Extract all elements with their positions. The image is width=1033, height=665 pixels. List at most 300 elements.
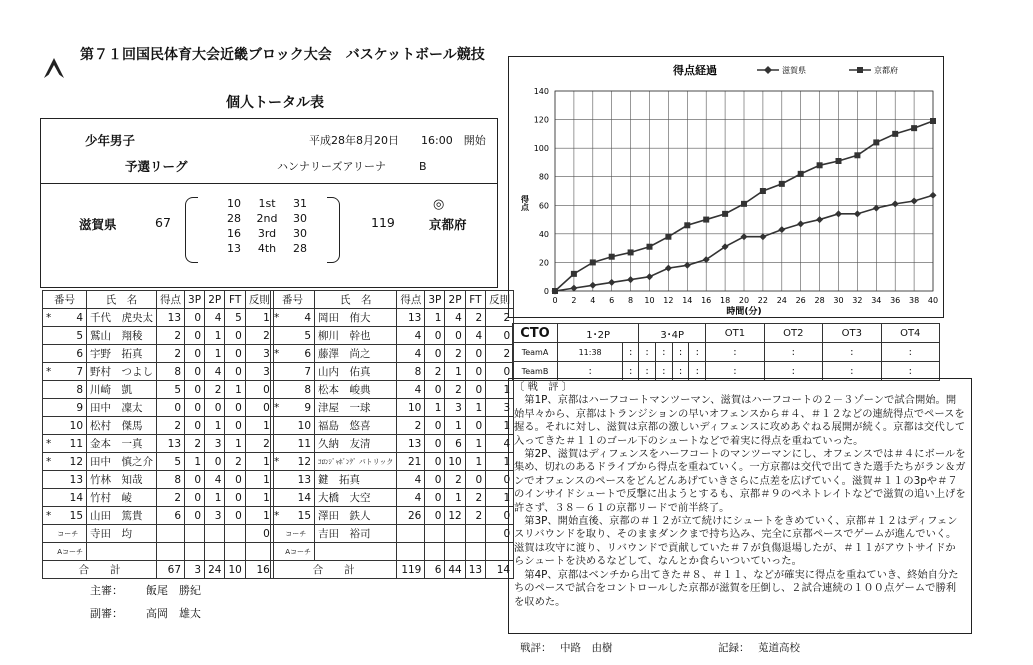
- writer-name: 中路 由樹: [560, 642, 613, 654]
- total-2p: 44: [445, 561, 465, 579]
- player-3p: 0: [425, 507, 445, 525]
- cto-cell: :: [881, 362, 940, 381]
- player-ft: 2: [465, 309, 485, 327]
- data-point: [854, 210, 861, 217]
- player-number: 14: [282, 489, 314, 507]
- player-2p: [205, 525, 225, 543]
- player-2p: 3: [205, 507, 225, 525]
- player-ft: 2: [225, 453, 245, 471]
- player-row: [271, 471, 514, 489]
- cto-cell: :: [823, 362, 881, 381]
- player-row: [271, 525, 514, 543]
- recorder-name: 莵道高校: [758, 642, 800, 654]
- player-number: 7: [54, 363, 86, 381]
- player-ft: 0: [225, 363, 245, 381]
- player-3p: 0: [185, 345, 205, 363]
- player-ft: 0: [225, 399, 245, 417]
- player-3p: 0: [425, 489, 445, 507]
- player-points: 4: [397, 327, 425, 345]
- team-b-name: 京都府: [429, 217, 467, 232]
- player-row: [43, 363, 274, 381]
- player-points: 26: [397, 507, 425, 525]
- player-3p: 0: [185, 489, 205, 507]
- player-number: 13: [54, 471, 86, 489]
- player-3p: 0: [425, 381, 445, 399]
- data-point: [703, 217, 709, 223]
- player-ft: [225, 525, 245, 543]
- player-row: [271, 345, 514, 363]
- cto-col-ot4: OT4: [881, 324, 940, 343]
- legend-label: 京都府: [874, 66, 898, 75]
- x-tick-label: 4: [590, 296, 596, 305]
- starter-mark: [43, 327, 55, 345]
- starter-mark: *: [43, 453, 55, 471]
- player-row: [43, 543, 274, 561]
- total-points: 119: [397, 561, 425, 579]
- data-point: [816, 216, 823, 223]
- data-point: [873, 205, 880, 212]
- cto-cell: :: [764, 362, 822, 381]
- player-fouls: 3: [486, 399, 514, 417]
- player-3p: 0: [425, 327, 445, 345]
- cto-row-team-a: [513, 343, 940, 362]
- player-3p: [425, 525, 445, 543]
- player-fouls: 0: [245, 399, 273, 417]
- player-ft: 0: [465, 381, 485, 399]
- referee-name: 飯尾 勝紀: [146, 584, 201, 597]
- player-points: [157, 543, 185, 561]
- total-ft: 10: [225, 561, 245, 579]
- y-tick-label: 20: [538, 258, 549, 268]
- starter-mark: [271, 489, 283, 507]
- starter-mark: *: [43, 363, 55, 381]
- player-3p: 0: [185, 363, 205, 381]
- player-points: 4: [397, 489, 425, 507]
- player-row: [43, 399, 274, 417]
- total-label: 合 計: [43, 561, 157, 579]
- player-row: [271, 543, 514, 561]
- y-tick-label: 140: [533, 87, 549, 96]
- data-point: [930, 192, 937, 199]
- player-name: 竹林 知哉: [87, 471, 157, 489]
- player-number: 8: [282, 381, 314, 399]
- period-row: 28 2nd 30: [227, 212, 307, 225]
- data-point: [609, 254, 615, 260]
- starter-mark: [43, 399, 55, 417]
- cto-cell: :: [655, 343, 672, 362]
- data-point: [665, 234, 671, 240]
- player-name: 津屋 一球: [315, 399, 397, 417]
- starter-mark: [271, 525, 283, 543]
- starter-mark: [271, 417, 283, 435]
- col-number: 番号: [43, 291, 87, 309]
- player-number: 5: [282, 327, 314, 345]
- player-fouls: 2: [245, 327, 273, 345]
- starter-mark: [271, 435, 283, 453]
- player-3p: 0: [425, 345, 445, 363]
- player-2p: 3: [445, 399, 465, 417]
- starter-mark: [43, 417, 55, 435]
- player-points: 5: [157, 381, 185, 399]
- player-name: 松村 傑馬: [87, 417, 157, 435]
- x-tick-label: 12: [663, 296, 674, 305]
- player-number: 8: [54, 381, 86, 399]
- player-fouls: 2: [486, 345, 514, 363]
- player-points: 2: [157, 327, 185, 345]
- player-number: 4: [282, 309, 314, 327]
- player-points: 4: [397, 381, 425, 399]
- player-3p: 0: [425, 417, 445, 435]
- game-review-box: [508, 378, 972, 634]
- data-point: [589, 282, 596, 289]
- data-point: [759, 233, 766, 240]
- col-number: 番号: [271, 291, 315, 309]
- player-number: コーチ: [282, 525, 314, 543]
- data-point: [665, 265, 672, 272]
- y-tick-label: 0: [543, 287, 549, 296]
- period-row: 10 1st 31: [227, 197, 307, 210]
- umpire-label: 副審：: [90, 607, 123, 620]
- x-tick-label: 18: [720, 296, 731, 305]
- data-point: [797, 220, 804, 227]
- review-title: 〔 戦 評 〕: [514, 381, 573, 393]
- y-tick-label: 120: [533, 115, 549, 125]
- player-row: [43, 471, 274, 489]
- player-fouls: 1: [486, 453, 514, 471]
- player-row: [271, 327, 514, 345]
- player-2p: 6: [445, 435, 465, 453]
- total-3p: 6: [425, 561, 445, 579]
- player-name: [87, 543, 157, 561]
- cto-col-34p: 3･4P: [639, 324, 706, 343]
- x-tick-label: 36: [890, 296, 901, 305]
- player-ft: 0: [465, 363, 485, 381]
- player-fouls: 1: [245, 489, 273, 507]
- winner-mark: ◎: [433, 197, 445, 212]
- player-2p: 0: [445, 327, 465, 345]
- player-fouls: 1: [486, 417, 514, 435]
- player-2p: 0: [205, 399, 225, 417]
- starter-mark: *: [271, 507, 283, 525]
- player-ft: 1: [465, 435, 485, 453]
- legend-label: 滋賀県: [782, 66, 806, 75]
- player-fouls: 3: [245, 363, 273, 381]
- data-point: [892, 131, 898, 137]
- player-row: [43, 327, 274, 345]
- player-name: 鷲山 翔稜: [87, 327, 157, 345]
- player-3p: 0: [425, 471, 445, 489]
- starter-mark: [43, 345, 55, 363]
- player-row: [271, 399, 514, 417]
- player-points: 10: [397, 399, 425, 417]
- cto-cell: :: [689, 343, 706, 362]
- player-row: [271, 435, 514, 453]
- total-fouls: 14: [486, 561, 514, 579]
- player-points: 2: [157, 489, 185, 507]
- player-points: 13: [157, 435, 185, 453]
- player-points: [397, 525, 425, 543]
- data-point: [778, 226, 785, 233]
- player-name: 田中 凜太: [87, 399, 157, 417]
- col-2p: 2P: [445, 291, 465, 309]
- player-number: 12: [54, 453, 86, 471]
- player-number: 6: [282, 345, 314, 363]
- player-name: ｺﾛﾝｼﾞｬﾎﾞﾝｸﾞ パトリック: [315, 453, 397, 471]
- total-row: [271, 561, 514, 579]
- cto-cell: :: [623, 343, 639, 362]
- data-point: [552, 288, 558, 294]
- starter-mark: [271, 381, 283, 399]
- player-name: 久納 友清: [315, 435, 397, 453]
- col-points: 得点: [397, 291, 425, 309]
- player-row: [43, 453, 274, 471]
- data-point: [571, 271, 577, 277]
- player-fouls: 1: [245, 453, 273, 471]
- cto-cell: :: [881, 343, 940, 362]
- player-2p: 1: [445, 417, 465, 435]
- player-number: 10: [54, 417, 86, 435]
- player-3p: 0: [425, 435, 445, 453]
- col-fouls: 反則: [245, 291, 273, 309]
- player-3p: 0: [425, 453, 445, 471]
- cto-cell: :: [706, 343, 764, 362]
- player-ft: 0: [225, 327, 245, 345]
- player-row: [43, 381, 274, 399]
- total-3p: 3: [185, 561, 205, 579]
- player-2p: 2: [445, 471, 465, 489]
- data-point: [741, 233, 748, 240]
- player-fouls: 1: [486, 381, 514, 399]
- score-progress-chart: [508, 56, 944, 318]
- starter-mark: *: [271, 453, 283, 471]
- player-name: 千代 虎央太: [87, 309, 157, 327]
- cto-cell: :: [689, 362, 706, 381]
- player-name: 竹村 崚: [87, 489, 157, 507]
- player-fouls: 0: [486, 363, 514, 381]
- player-2p: 12: [445, 507, 465, 525]
- data-point: [570, 285, 577, 292]
- cto-cell: :: [623, 362, 639, 381]
- player-3p: 0: [185, 507, 205, 525]
- player-points: 2: [157, 417, 185, 435]
- starter-mark: *: [43, 435, 55, 453]
- player-points: [157, 525, 185, 543]
- review-paragraph: 第3P、開始直後、京都の＃１２が立て続けにシュートをきめていく、京都＃１２はディフェンスリバウンドを取り、そのままダンクまで持ち込み、完全に京都ペースでゲームが進んでいく。滋賀は攻守に渡り、リバウンドで貢献していた＃７が負傷退場したが、＃１１がアウトサイドからシュートを決めるなどして、なんとか食らいついていった。: [514, 515, 958, 568]
- player-number: 15: [282, 507, 314, 525]
- cto-cell: :: [706, 362, 764, 381]
- player-fouls: 0: [486, 327, 514, 345]
- total-points: 67: [157, 561, 185, 579]
- player-ft: [225, 543, 245, 561]
- player-3p: 0: [185, 381, 205, 399]
- x-tick-label: 30: [833, 296, 844, 305]
- starter-mark: [43, 525, 55, 543]
- player-row: [43, 345, 274, 363]
- team-a-stats-table: [42, 290, 274, 579]
- x-tick-label: 28: [814, 296, 825, 305]
- player-3p: 2: [425, 363, 445, 381]
- player-name: 川崎 凱: [87, 381, 157, 399]
- player-2p: [445, 525, 465, 543]
- col-points: 得点: [157, 291, 185, 309]
- player-fouls: 0: [486, 525, 514, 543]
- starter-mark: [271, 471, 283, 489]
- player-points: 0: [157, 399, 185, 417]
- player-2p: 1: [205, 489, 225, 507]
- period-row: 13 4th 28: [227, 242, 307, 255]
- data-point: [892, 200, 899, 207]
- player-3p: [185, 525, 205, 543]
- x-tick-label: 20: [738, 296, 750, 305]
- player-name: [315, 543, 397, 561]
- data-point: [817, 162, 823, 168]
- data-point: [835, 210, 842, 217]
- player-points: 4: [397, 345, 425, 363]
- player-3p: [185, 543, 205, 561]
- player-ft: 1: [465, 453, 485, 471]
- player-2p: 1: [205, 417, 225, 435]
- player-row: [271, 381, 514, 399]
- data-point: [779, 181, 785, 187]
- player-ft: 0: [225, 507, 245, 525]
- cto-cell: :: [672, 343, 689, 362]
- stats-header-row: [271, 291, 514, 309]
- date-time: 平成28年8月20日 16:00 開始: [309, 134, 486, 147]
- x-tick-label: 38: [909, 296, 920, 305]
- cto-col-12p: 1･2P: [558, 324, 639, 343]
- starter-mark: *: [43, 507, 55, 525]
- col-3p: 3P: [185, 291, 205, 309]
- player-number: 11: [282, 435, 314, 453]
- cto-title: CTO: [513, 324, 558, 343]
- umpire-name: 高岡 雄太: [146, 607, 201, 620]
- player-2p: 4: [205, 363, 225, 381]
- player-row: [43, 417, 274, 435]
- category: 少年男子: [85, 133, 136, 148]
- cto-cell: :: [558, 362, 623, 381]
- player-row: [271, 489, 514, 507]
- player-name: 吉田 裕司: [315, 525, 397, 543]
- cto-cell: :: [655, 362, 672, 381]
- player-2p: [445, 543, 465, 561]
- legend-marker: [764, 66, 772, 74]
- player-name: 山田 篤貴: [87, 507, 157, 525]
- cto-cell: :: [764, 343, 822, 362]
- cto-table: [512, 323, 940, 381]
- player-name: 松本 峻典: [315, 381, 397, 399]
- player-number: Aコーチ: [54, 543, 86, 561]
- player-row: [271, 417, 514, 435]
- stats-header-row: [43, 291, 274, 309]
- x-tick-label: 10: [644, 296, 655, 305]
- player-ft: 2: [465, 489, 485, 507]
- cto-col-ot1: OT1: [706, 324, 764, 343]
- data-point: [684, 222, 690, 228]
- recorder-label: 記録：: [718, 642, 750, 654]
- x-axis-label: 時間(分): [726, 307, 762, 317]
- review-paragraph: 第1P、京都はハーフコートマンツーマン、滋賀はハーフコートの２－３ゾーンで試合開始。開始早々から、京都はトランジションの早いオフェンスから＃４、＃１２などの連続得点でペースを握る。それに対し、滋賀は京都の激しいディフェンスに攻めあぐねる展開が続く。京都は交代して入ってきた＃１１のゴール下のシュートなどで着実に得点を重ねていった。: [514, 394, 966, 447]
- player-fouls: 2: [486, 309, 514, 327]
- data-point: [590, 259, 596, 265]
- data-point: [741, 201, 747, 207]
- page-subtitle: 個人トータル表: [226, 95, 324, 111]
- data-point: [608, 279, 615, 286]
- player-number: 15: [54, 507, 86, 525]
- writer-label: 戦評：: [520, 642, 552, 654]
- x-tick-label: 8: [628, 296, 634, 305]
- player-row: [43, 507, 274, 525]
- cto-row-label: TeamA: [513, 343, 558, 362]
- player-2p: 3: [205, 435, 225, 453]
- player-points: 5: [157, 453, 185, 471]
- player-2p: 4: [205, 471, 225, 489]
- x-tick-label: 26: [795, 296, 806, 305]
- starter-mark: [43, 471, 55, 489]
- cto-row-label: TeamB: [513, 362, 558, 381]
- player-name: 宇野 拓真: [87, 345, 157, 363]
- player-2p: 2: [445, 381, 465, 399]
- col-fouls: 反則: [486, 291, 514, 309]
- player-name: 野村 つよし: [87, 363, 157, 381]
- total-row: [43, 561, 274, 579]
- player-2p: 2: [445, 345, 465, 363]
- data-point: [760, 188, 766, 194]
- player-fouls: 1: [245, 417, 273, 435]
- player-name: 寺田 均: [87, 525, 157, 543]
- player-ft: 0: [225, 417, 245, 435]
- player-3p: 0: [185, 309, 205, 327]
- starter-mark: [43, 489, 55, 507]
- player-2p: 1: [205, 345, 225, 363]
- starter-mark: [271, 327, 283, 345]
- player-fouls: 1: [245, 309, 273, 327]
- cto-cell: :: [639, 362, 656, 381]
- data-point: [647, 244, 653, 250]
- starter-mark: *: [271, 345, 283, 363]
- player-points: 13: [397, 435, 425, 453]
- player-name: 金本 一真: [87, 435, 157, 453]
- chart-svg: [509, 57, 943, 317]
- x-tick-label: 22: [757, 296, 768, 305]
- player-number: 9: [282, 399, 314, 417]
- player-fouls: 1: [245, 507, 273, 525]
- player-fouls: 2: [245, 435, 273, 453]
- player-name: 田中 慎之介: [87, 453, 157, 471]
- player-row: [271, 507, 514, 525]
- player-3p: 2: [185, 435, 205, 453]
- period-row: 16 3rd 30: [227, 227, 307, 240]
- cto-cell: :: [672, 362, 689, 381]
- player-points: 13: [397, 309, 425, 327]
- starter-mark: [43, 543, 55, 561]
- cto-cell: :: [639, 343, 656, 362]
- starter-mark: *: [271, 399, 283, 417]
- player-ft: 0: [225, 345, 245, 363]
- data-point: [930, 118, 936, 124]
- tournament-logo-icon: [42, 56, 66, 80]
- player-3p: 0: [185, 327, 205, 345]
- chart-title: 得点経過: [673, 64, 717, 77]
- cto-header-row: [513, 324, 940, 343]
- starter-mark: [271, 363, 283, 381]
- period-scores: [213, 197, 323, 257]
- player-number: 9: [54, 399, 86, 417]
- team-a-score: 67: [155, 215, 171, 230]
- data-point: [628, 249, 634, 255]
- col-2p: 2P: [205, 291, 225, 309]
- y-tick-label: 100: [533, 144, 549, 154]
- total-2p: 24: [205, 561, 225, 579]
